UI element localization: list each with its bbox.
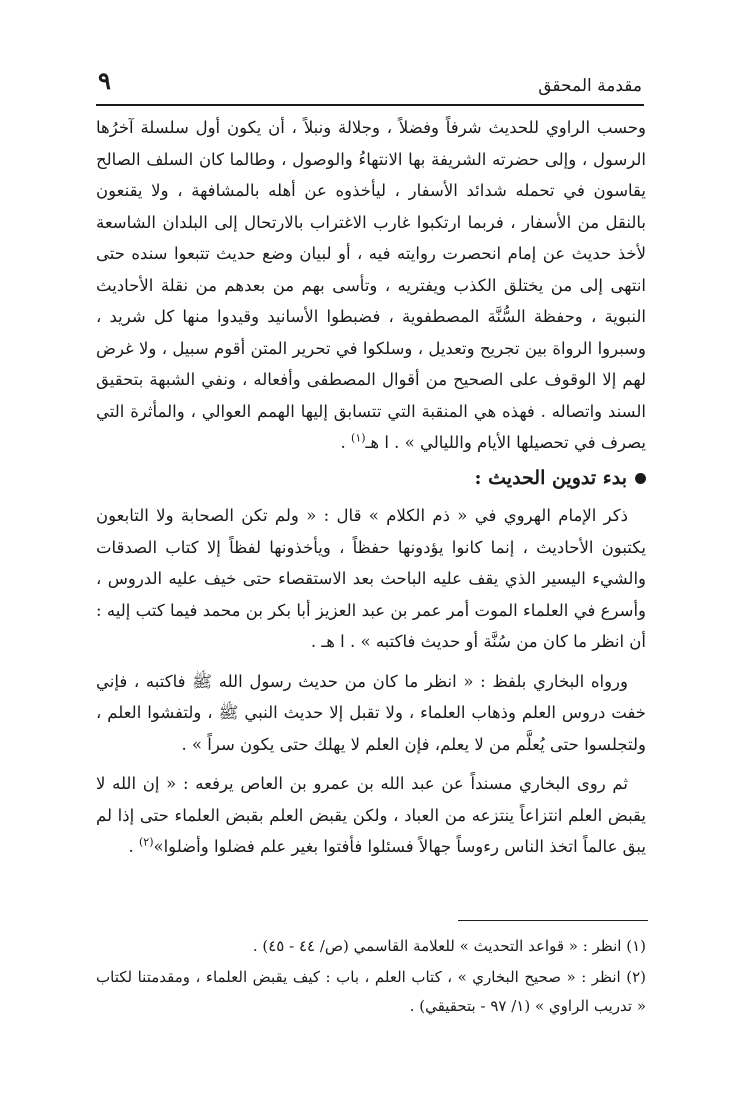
paragraph-4-text: ثم روى البخاري مسنداً عن عبد الله بن عمرو بن العاص يرفعه : « إن الله لا يقبض العلم انتزاعاً ينتزعه من العباد ، ولكن يقبض العلم بقبض العلماء حتى إذا لم يبق عالماً اتخذ الناس رءوساً جهالاً فسئلوا فأفتوا بغير علم فضلوا وأضلوا»: [96, 774, 646, 856]
main-text: [96, 112, 646, 863]
page-header: [96, 64, 644, 106]
footnote-ref-1[interactable]: (١): [351, 431, 366, 445]
paragraph-3: ورواه البخاري بلفظ : « انظر ما كان من حديث رسول الله ﷺ فاكتبه ، فإني خفت دروس العلم وذهاب العلماء ، ولا تقبل إلا حديث النبي ﷺ ، ولتفشوا العلم ، ولتجلسوا حتى يُعلَّم من لا يعلم، فإن العلم لا يهلك حتى يكون سراً » .: [96, 671, 646, 754]
bullet-icon: [635, 473, 646, 484]
section-heading-text: بدء تدوين الحديث :: [474, 466, 627, 489]
paragraph-1: [96, 112, 646, 459]
paragraph-2: ذكر الإمام الهروي في « ذم الكلام » قال : « ولم تكن الصحابة ولا التابعون يكتبون الأحاديث ، إنما كانوا يؤدونها حفظاً ، ويأخذونها لفظاً إلا كتاب الصدقات والشيء اليسير الذي يقف عليه الباحث بعد الاستقصاء حتى خيف عليه الدروس ، وأسرع في العلماء الموت أمر عمر بن عبد العزيز أبا بكر بن محمد فيما كتب إليه : أن انظر ما كان من سُنَّة أو حديث فاكتبه » . ا هـ .: [96, 506, 646, 651]
paragraph-1-text: وحسب الراوي للحديث شرفاً وفضلاً ، وجلالة ونبلاً ، أن يكون أول سلسلة آخرُها الرسول ، وإلى حضرته الشريفة بها الانتهاءُ والوصول ، وطالما كان السلف الصالح يقاسون في تحمله شدائد الأسفار ، ليأخذوه عن أهله بالمشافهة ، ولا يقنعون بالنقل من الأسفار ، فربما ارتكبوا غارب الاغتراب بالارتحال إلى البلدان الشاسعة لأخذ حديث عن إمام انحصرت روايته فيه ، أو لبيان وضع حديث تتبعوا سنده حتى انتهى إلى من يختلق الكذب ويفتريه ، وتأسى بهم من بعدهم من نقلة الأحاديث النبوية ، وحفظة السُّنَّة المصطفوية ، فضبطوا الأسانيد وقيدوا منها كل شريد ، وسبروا الرواة بين تجريح وتعديل ، وسلكوا في تحرير المتن أقوم سبيل ، ولا غرض لهم إلا الوقوف على الصحيح من أقوال المصطفى وأفعاله ، ونفي الشبهة بتحقيق السند واتصاله . فهذه هي المنقبة التي تتسابق إليها الهمم العوالي ، والمأثرة التي يصرف في تحصيلها الأيام والليالي » . ا هـ: [96, 118, 646, 452]
section-heading: [96, 463, 646, 495]
footnotes: [96, 932, 646, 1023]
page-number: ٩: [98, 66, 111, 95]
footnote-1: (١) انظر : « قواعد التحديث » للعلامة القاسمي (ص/ ٤٤ - ٤٥) .: [252, 937, 646, 955]
paragraph-4-tail: .: [128, 837, 139, 856]
running-title: مقدمة المحقق: [538, 76, 642, 96]
footnote-2: (٢) انظر : « صحيح البخاري » ، كتاب العلم ، باب : كيف يقبض العلماء ، ومقدمتنا لكتاب « تدريب الراوي » (١/ ٩٧ - بتحقيقي) .: [96, 968, 646, 1015]
paragraph-4: [96, 768, 646, 863]
footnote-divider: [458, 920, 648, 921]
footnote-ref-2[interactable]: (٢): [138, 835, 154, 849]
paragraph-1-tail: .: [340, 433, 352, 452]
